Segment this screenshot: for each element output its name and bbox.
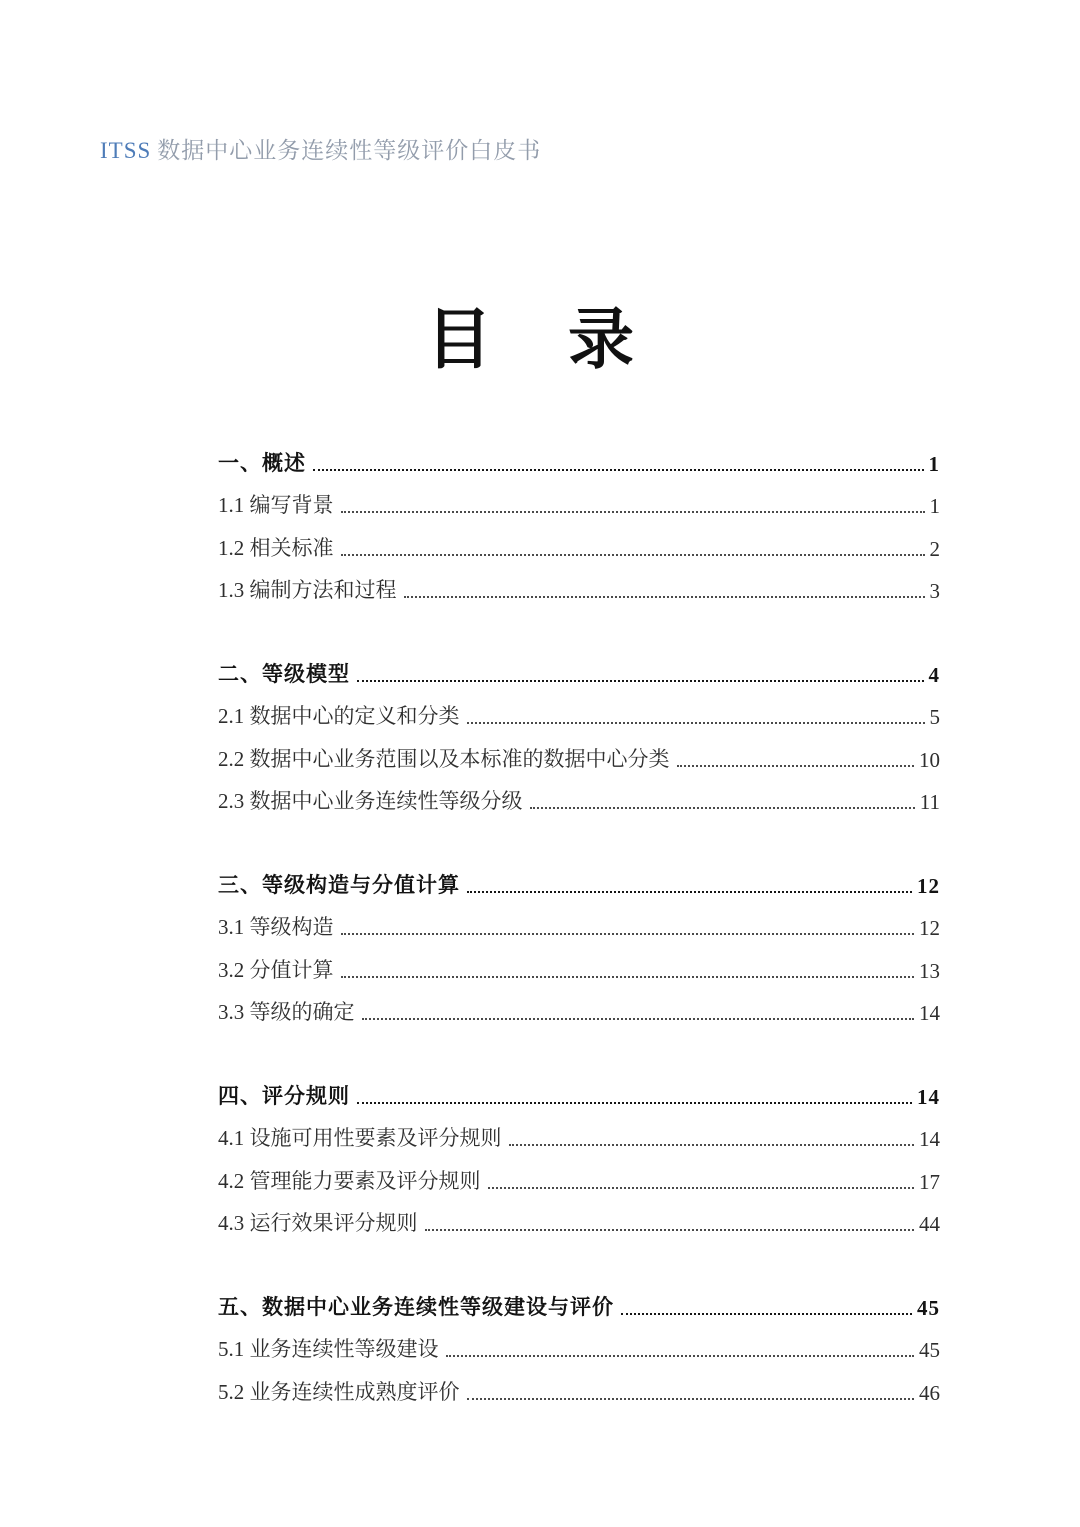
toc-entry-label: 2.2 数据中心业务范围以及本标准的数据中心分类 — [218, 746, 670, 771]
toc-leader-dots — [404, 596, 925, 598]
toc-leader-dots — [313, 469, 924, 471]
toc-leader-dots — [677, 765, 915, 767]
toc-entry-label: 一、概述 — [218, 450, 306, 475]
toc-entry-label: 1.1 编写背景 — [218, 493, 334, 517]
toc-section — [218, 645, 940, 815]
page-title-char-left: 目 — [426, 304, 492, 377]
toc-entry-label: 3.2 分值计算 — [218, 957, 334, 982]
toc-entry-label: 三、等级构造与分值计算 — [218, 872, 460, 897]
toc-entry-page: 1 — [928, 451, 940, 476]
toc-entry-label: 1.2 相关标准 — [218, 535, 334, 560]
toc-entry-page: 46 — [919, 1380, 940, 1405]
toc-section — [218, 434, 940, 604]
toc-leader-dots — [341, 554, 925, 556]
brand-text: ITSS — [100, 138, 152, 163]
toc-entry-label: 3.1 等级构造 — [218, 915, 334, 939]
toc-leader-dots — [357, 680, 924, 682]
toc-entry-page: 14 — [919, 1001, 940, 1025]
toc-entry-page: 11 — [919, 790, 940, 814]
toc-entry-page: 12 — [917, 873, 940, 898]
toc-item-row[interactable] — [218, 1363, 940, 1406]
toc-leader-dots — [467, 1398, 915, 1400]
toc-entry-label: 四、评分规则 — [218, 1083, 350, 1108]
toc-leader-dots — [446, 1355, 915, 1357]
toc-entry-page: 45 — [917, 1295, 940, 1320]
toc-entry-label: 4.1 设施可用性要素及评分规则 — [218, 1126, 502, 1150]
page-title — [0, 286, 1060, 381]
toc-leader-dots — [621, 1313, 912, 1315]
toc-leader-dots — [362, 1018, 915, 1020]
header-title: 数据中心业务连续性等级评价白皮书 — [157, 137, 542, 163]
toc-item-row[interactable] — [218, 984, 940, 1027]
toc-item-row[interactable] — [218, 688, 940, 731]
toc-entry-label: 5.1 业务连续性等级建设 — [218, 1337, 439, 1361]
toc-item-row[interactable] — [218, 477, 940, 520]
toc-item-row[interactable] — [218, 562, 940, 605]
toc-entry-page: 44 — [919, 1212, 940, 1236]
toc-heading-row[interactable] — [218, 645, 940, 688]
toc-entry-label: 五、数据中心业务连续性等级建设与评价 — [218, 1294, 614, 1319]
toc-leader-dots — [341, 976, 915, 978]
toc-entry-label: 3.3 等级的确定 — [218, 1000, 355, 1024]
toc-item-row[interactable] — [218, 730, 940, 773]
toc-leader-dots — [530, 807, 915, 809]
toc-entry-label: 5.2 业务连续性成熟度评价 — [218, 1379, 460, 1404]
toc-entry-page: 4 — [928, 662, 940, 687]
toc-item-row[interactable] — [218, 773, 940, 816]
page-title-char-right: 录 — [568, 304, 634, 377]
toc-leader-dots — [341, 511, 925, 513]
toc-leader-dots — [341, 933, 915, 935]
toc-section — [218, 856, 940, 1026]
toc-entry-label: 2.3 数据中心业务连续性等级分级 — [218, 789, 523, 813]
toc-section — [218, 1278, 940, 1406]
toc-leader-dots — [488, 1187, 915, 1189]
toc-leader-dots — [467, 722, 925, 724]
toc-heading-row[interactable] — [218, 434, 940, 477]
toc-item-row[interactable] — [218, 1321, 940, 1364]
toc-heading-row[interactable] — [218, 856, 940, 899]
toc-item-row[interactable] — [218, 519, 940, 562]
toc-entry-page: 1 — [929, 494, 940, 518]
toc-entry-label: 4.2 管理能力要素及评分规则 — [218, 1168, 481, 1193]
toc-entry-label: 2.1 数据中心的定义和分类 — [218, 704, 460, 728]
toc-leader-dots — [509, 1144, 915, 1146]
toc-heading-row[interactable] — [218, 1067, 940, 1110]
toc — [218, 434, 940, 1447]
toc-entry-page: 5 — [929, 705, 940, 729]
page-header — [100, 132, 541, 165]
toc-entry-page: 17 — [919, 1169, 940, 1194]
toc-leader-dots — [357, 1102, 912, 1104]
toc-entry-label: 1.3 编制方法和过程 — [218, 578, 397, 602]
toc-entry-page: 13 — [919, 958, 940, 983]
toc-entry-label: 二、等级模型 — [218, 661, 350, 686]
toc-entry-page: 10 — [919, 747, 940, 772]
toc-item-row[interactable] — [218, 1110, 940, 1153]
toc-entry-page: 14 — [917, 1084, 940, 1109]
toc-section — [218, 1067, 940, 1237]
toc-leader-dots — [467, 891, 912, 893]
toc-entry-page: 3 — [929, 579, 940, 603]
toc-item-row[interactable] — [218, 1195, 940, 1238]
toc-entry-page: 45 — [919, 1338, 940, 1362]
toc-leader-dots — [425, 1229, 915, 1231]
toc-item-row[interactable] — [218, 899, 940, 942]
toc-item-row[interactable] — [218, 941, 940, 984]
toc-entry-label: 4.3 运行效果评分规则 — [218, 1211, 418, 1235]
toc-item-row[interactable] — [218, 1152, 940, 1195]
toc-entry-page: 12 — [919, 916, 940, 940]
toc-entry-page: 14 — [919, 1127, 940, 1151]
toc-heading-row[interactable] — [218, 1278, 940, 1321]
toc-entry-page: 2 — [929, 536, 940, 561]
